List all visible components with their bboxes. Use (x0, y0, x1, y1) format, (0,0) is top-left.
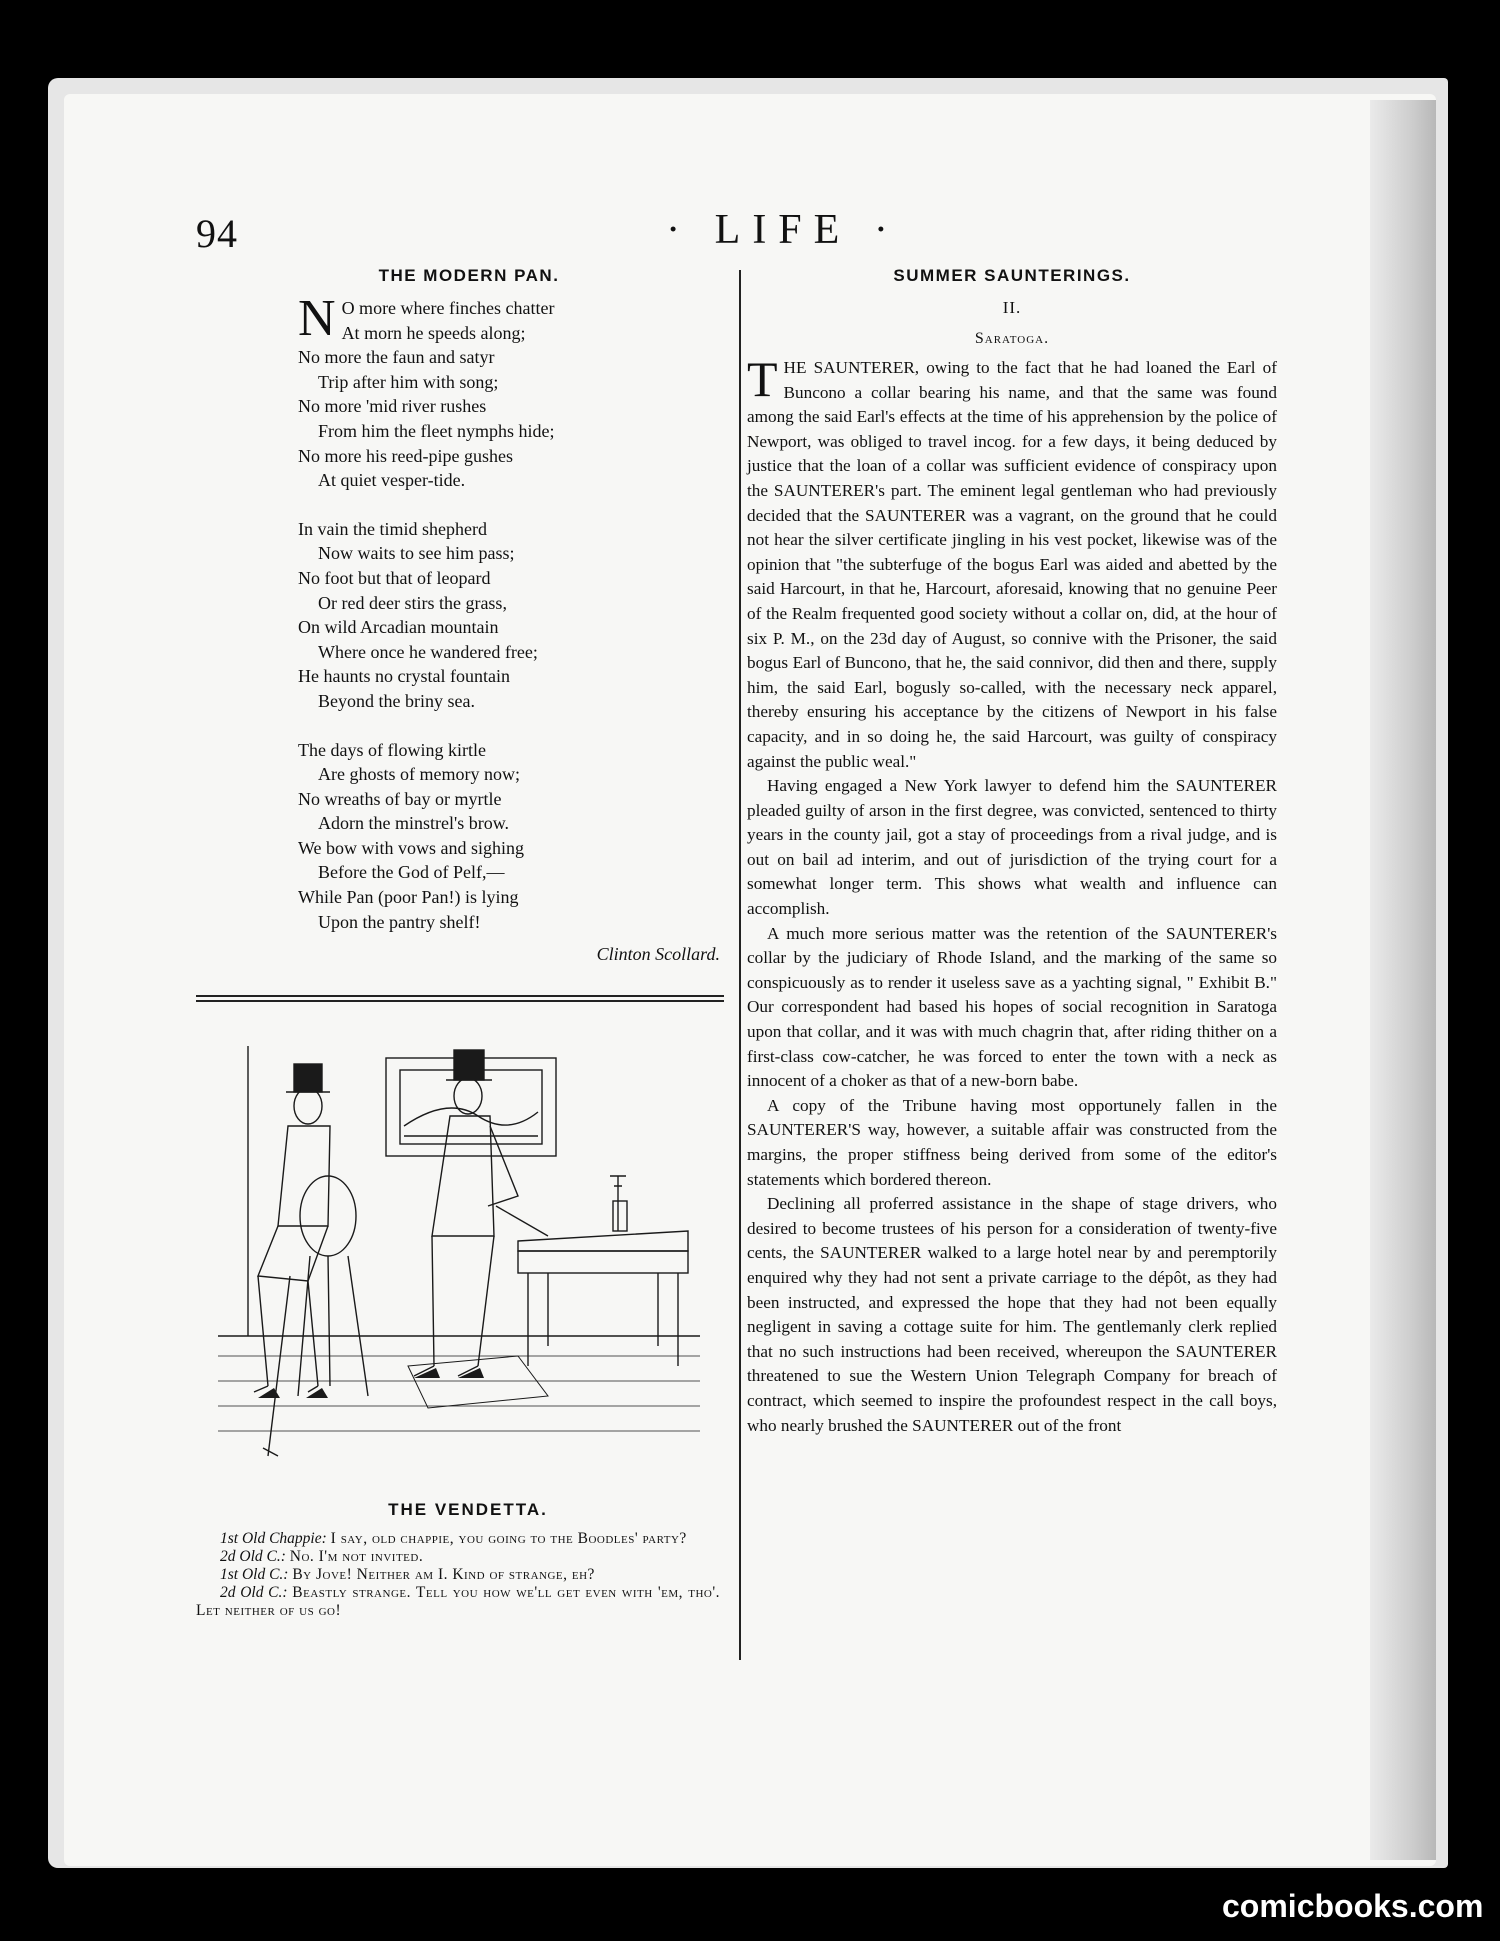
article-paragraph: Having engaged a New York lawyer to defend him the SAUNTERER pleaded guilty of arson in the first degree, was convicted, sentenced to thirty years in the county jail, got a stay of proceedings from a rival judge, and is out on bail ad interim, and out of jurisdiction of the trying court for a somewhat longer term. This shows what wealth and influence can accomplish. (747, 776, 1277, 919)
poem-line: On wild Arcadian mountain (298, 617, 499, 638)
article-dropcap: T (747, 351, 778, 407)
poem-line: Trip after him with song; (318, 371, 499, 392)
poem-line: No more 'mid river rushes (298, 396, 487, 417)
poem-line: Beyond the briny sea. (318, 690, 475, 711)
column-rule (739, 270, 741, 1660)
article-part-number: II. (1002, 298, 1022, 317)
article-paragraph: Declining all proferred assistance in the shape of stage drivers, who desired to become trustees of his person for a consideration of twenty-five cents, the SAUNTERER walked to a large hotel near by and peremptorily enquired why they had not sent a private carriage to the dépôt, as they had been instructed, and expressed the hope that they had not been equally negligent in saving a cottage suite for him. The gentlemanly clerk replied that no such instructions had been received, whereupon the SAUNTERER threatened to sue the Western Union Telegraph Company for breach of contract, which seemed to inspire the profoundest respect in the call boys, who nearly brushed the SAUNTERER out of the front (747, 1194, 1277, 1435)
article-subtitle: Saratoga. (974, 330, 1050, 347)
section-divider (196, 995, 724, 1002)
dialogue-speaker: 2d Old C.: (220, 1548, 286, 1566)
dialogue-line (196, 1584, 720, 1620)
cartoon-illustration (218, 1036, 700, 1466)
poem-dropcap: N (298, 290, 336, 347)
dialogue-speaker: 1st Old Chappie: (220, 1530, 327, 1548)
poem-stanza (298, 517, 728, 714)
masthead-title: · LIFE · (666, 207, 900, 253)
poem-line: At quiet vesper-tide. (318, 470, 466, 491)
dialogue-line (196, 1530, 720, 1548)
poem-line: No more the faun and satyr (298, 347, 495, 368)
poem-line: From him the fleet nymphs hide; (318, 420, 555, 441)
poem-line: No foot but that of leopard (298, 567, 491, 588)
dialogue-text: Beastly strange. Tell you how we'll get even with 'em, tho'. Let neither of us go! (196, 1584, 721, 1620)
cartoon-drawing (218, 1036, 700, 1466)
dialogue-text: No. I'm not invited. (289, 1548, 424, 1566)
page-number: 94 (196, 211, 238, 256)
poem-stanza (298, 738, 728, 935)
article-paragraph (747, 351, 1277, 774)
article-body (747, 351, 1277, 1438)
page-edge-shadow (1370, 100, 1436, 1860)
poem-stanza (298, 290, 728, 493)
article-paragraph-text: HE SAUNTERER, owing to the fact that he had loaned the Earl of Buncono a collar bearing his name, and that the same was found among the said Earl's effects at the time of his apprehension by the police of Newport, was obliged to travel incog. for a few days, it being deduced by justice that the loan of a collar was sufficient evidence of conspiracy upon the SAUNTERER's part. The eminent legal gentleman who had previously decided that the SAUNTERER was a vagrant, on the ground that he could not hear the silver certificate jingling in his vest pocket, likewise was of the opinion that "the subterfuge of the bogus Earl was aided and abetted by the said Harcourt, in that he, Harcourt, aforesaid, knowing that no genuine Peer of the Realm frequented good society without a collar on, did, at the hour of six P. M., on the 23d day of August, so connive with the Prisoner, the said bogus Earl of Buncono, that he, the said connivor, did then and there, supply him, the said Earl, bogusly so-called, with the necessary neck apparel, thereby ensuring his acceptance by the citizens of Newport in his false capacity, and in so doing he, the said Harcourt, was guilty of conspiracy against the public weal." (747, 358, 1277, 771)
poem-line: The days of flowing kirtle (298, 739, 486, 760)
dialogue-text: By Jove! Neither am I. Kind of strange, eh? (292, 1566, 595, 1584)
cartoon-title: THE VENDETTA. (388, 1500, 548, 1520)
dialogue-line (196, 1548, 720, 1566)
poem-line: Now waits to see him pass; (318, 543, 515, 564)
poem-line: Before the God of Pelf,— (318, 862, 505, 883)
poem-line: While Pan (poor Pan!) is lying (298, 887, 519, 908)
dialogue-line (196, 1566, 720, 1584)
poem-body (196, 290, 728, 934)
poem-line: He haunts no crystal fountain (298, 666, 510, 687)
poem-line: At morn he speeds along; (341, 322, 526, 343)
watermark: comicbooks.com (1222, 1888, 1484, 1924)
poem-line: Are ghosts of memory now; (318, 764, 520, 785)
right-column (747, 262, 1277, 1438)
poem-line: In vain the timid shepherd (298, 518, 487, 539)
article-paragraph: A much more serious matter was the retention of the SAUNTERER's collar by the judiciary of Rhode Island, and the marking of the same so conspicuously as to render it useless save as a yachting signal, " Exhibit B." Our correspondent had based his hopes of social recognition in Saratoga upon that collar, and it was with much chagrin that, after riding thither on a first-class cow-catcher, he was forced to enter the town with a neck as innocent of a choker as that of a new-born babe. (747, 923, 1277, 1091)
poem-line: No more his reed-pipe gushes (298, 445, 513, 466)
poem-line: Upon the pantry shelf! (318, 911, 481, 932)
poem-line: Adorn the minstrel's brow. (318, 813, 510, 834)
poem-line: Where once he wandered free; (318, 641, 538, 662)
dialogue-speaker: 1st Old C.: (220, 1566, 289, 1584)
scan-border (0, 0, 26, 1941)
poem-line: We bow with vows and sighing (298, 837, 525, 858)
left-column (196, 262, 728, 1620)
poem-line: No wreaths of bay or myrtle (298, 788, 502, 809)
poem-line: O more where finches chatter (341, 298, 555, 318)
article-title: SUMMER SAUNTERINGS. (893, 266, 1131, 285)
poem-line: Or red deer stirs the grass, (318, 592, 507, 613)
dialogue-text: I say, old chappie, you going to the Boodles' party? (330, 1530, 687, 1548)
dialogue-speaker: 2d Old C.: (220, 1584, 288, 1602)
article-paragraph: A copy of the Tribune having most opportunely fallen in the SAUNTERER'S way, however, a suitable affair was constructed from the margins, the proper stiffness being derived from some of the editor's statements which bordered thereon. (747, 1095, 1277, 1189)
poem-title: THE MODERN PAN. (378, 266, 560, 285)
cartoon-dialogue (196, 1530, 720, 1620)
poem-author: Clinton Scollard. (596, 944, 720, 965)
